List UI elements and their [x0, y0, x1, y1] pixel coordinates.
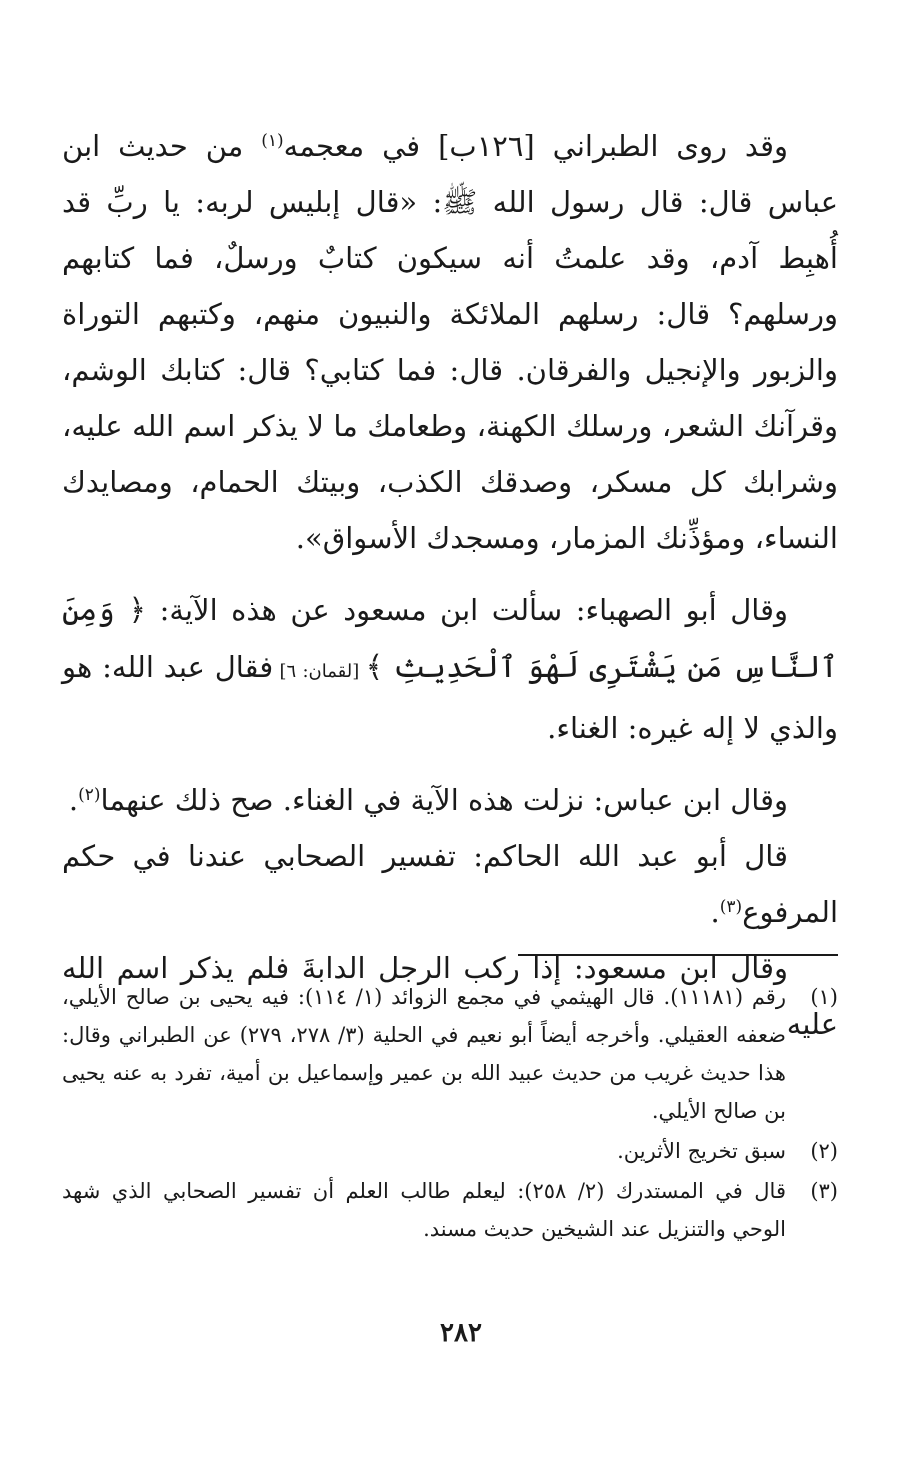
verse-reference: [لقمان: ٦] — [273, 661, 366, 682]
footnote-number: (٢) — [810, 1139, 838, 1163]
footnote-text: قال في المستدرك (٢/ ٢٥٨): ليعلم طالب العلم أن تفسير الصحابي الذي شهد الوحي والتنزيل عند الشيخين حديث مسند. — [62, 1179, 786, 1241]
paragraph-text: وقال ابن عباس: نزلت هذه الآية في الغناء. صح ذلك عنهما — [100, 783, 788, 817]
paragraph — [62, 772, 838, 828]
footnote-marker: (٢) — [78, 785, 101, 805]
paragraph-text: وقال أبو الصهباء: سألت ابن مسعود عن هذه الآية: — [146, 593, 788, 627]
footnote-marker: (١) — [261, 131, 284, 151]
paragraph-text: وقال ابن مسعود: إذا ركب الرجل الدابةَ فلم يذكر اسم الله عليه — [62, 951, 838, 1041]
footnote — [62, 978, 838, 1130]
paragraph-text: من حديث ابن عباس قال: قال رسول الله ﷺ: «قال إبليس لربه: يا ربِّ قد أُهبِط آدم، وقد علمتُ أنه سيكون كتابٌ ورسلٌ، فما كتابهم ورسلهم؟ قال: رسلهم الملائكة والنبيون منهم، وكتبهم التوراة والزبور والإنجيل والفرقان. قال: فما كتابي؟ قال: كتابك الوشم، وقرآنك الشعر، ورسلك الكهنة، وطعامك ما لا يذكر اسم الله عليه، وشرابك كل مسكر، وصدقك الكذب، وبيتك الحمام، ومصايدك النساء، ومؤذِّنك المزمار، ومسجدك الأسواق». — [62, 129, 839, 555]
quran-verse: ﴿ وَمِنَ ٱلنَّاسِ مَن يَشْتَرِى لَهْوَ ٱلْحَدِيثِ ﴾ — [62, 593, 839, 685]
footnote-marker: (٣) — [719, 897, 743, 917]
paragraph — [62, 828, 838, 940]
main-text — [62, 118, 838, 1052]
paragraph-text: وقد روى الطبراني [١٢٦ب] في معجمه — [283, 129, 788, 163]
paragraph-text: فقال عبد الله: هو والذي لا إله غيره: الغناء. — [62, 650, 838, 745]
footnotes — [62, 978, 838, 1250]
paragraph-text: . — [710, 895, 720, 929]
paragraph — [62, 582, 838, 756]
paragraph-text: قال أبو عبد الله الحاكم: تفسير الصحابي عندنا في حكم المرفوع — [62, 839, 838, 929]
page-number: ٢٨٢ — [440, 1318, 482, 1348]
footnote-number: (١) — [810, 985, 838, 1009]
footnote — [62, 1132, 838, 1170]
footnote-number: (٣) — [810, 1179, 838, 1203]
footnote-text: سبق تخريج الأثرين. — [617, 1139, 786, 1163]
footnote-divider — [518, 954, 838, 956]
footnote — [62, 1172, 838, 1248]
paragraph-text: . — [68, 783, 79, 817]
footnote-text: رقم (١١١٨١). قال الهيثمي في مجمع الزوائد (١/ ١١٤): فيه يحيى بن صالح الأيلي، ضعفه العقيلي. وأخرجه أيضاً أبو نعيم في الحلية (٣/ ٢٧٨، ٢٧٩) عن الطبراني وقال: هذا حديث غريب من حديث عبيد الله بن عمير وإسماعيل بن أمية، تفرد به عنه يحيى بن صالح الأيلي. — [62, 985, 786, 1123]
paragraph — [62, 118, 838, 566]
